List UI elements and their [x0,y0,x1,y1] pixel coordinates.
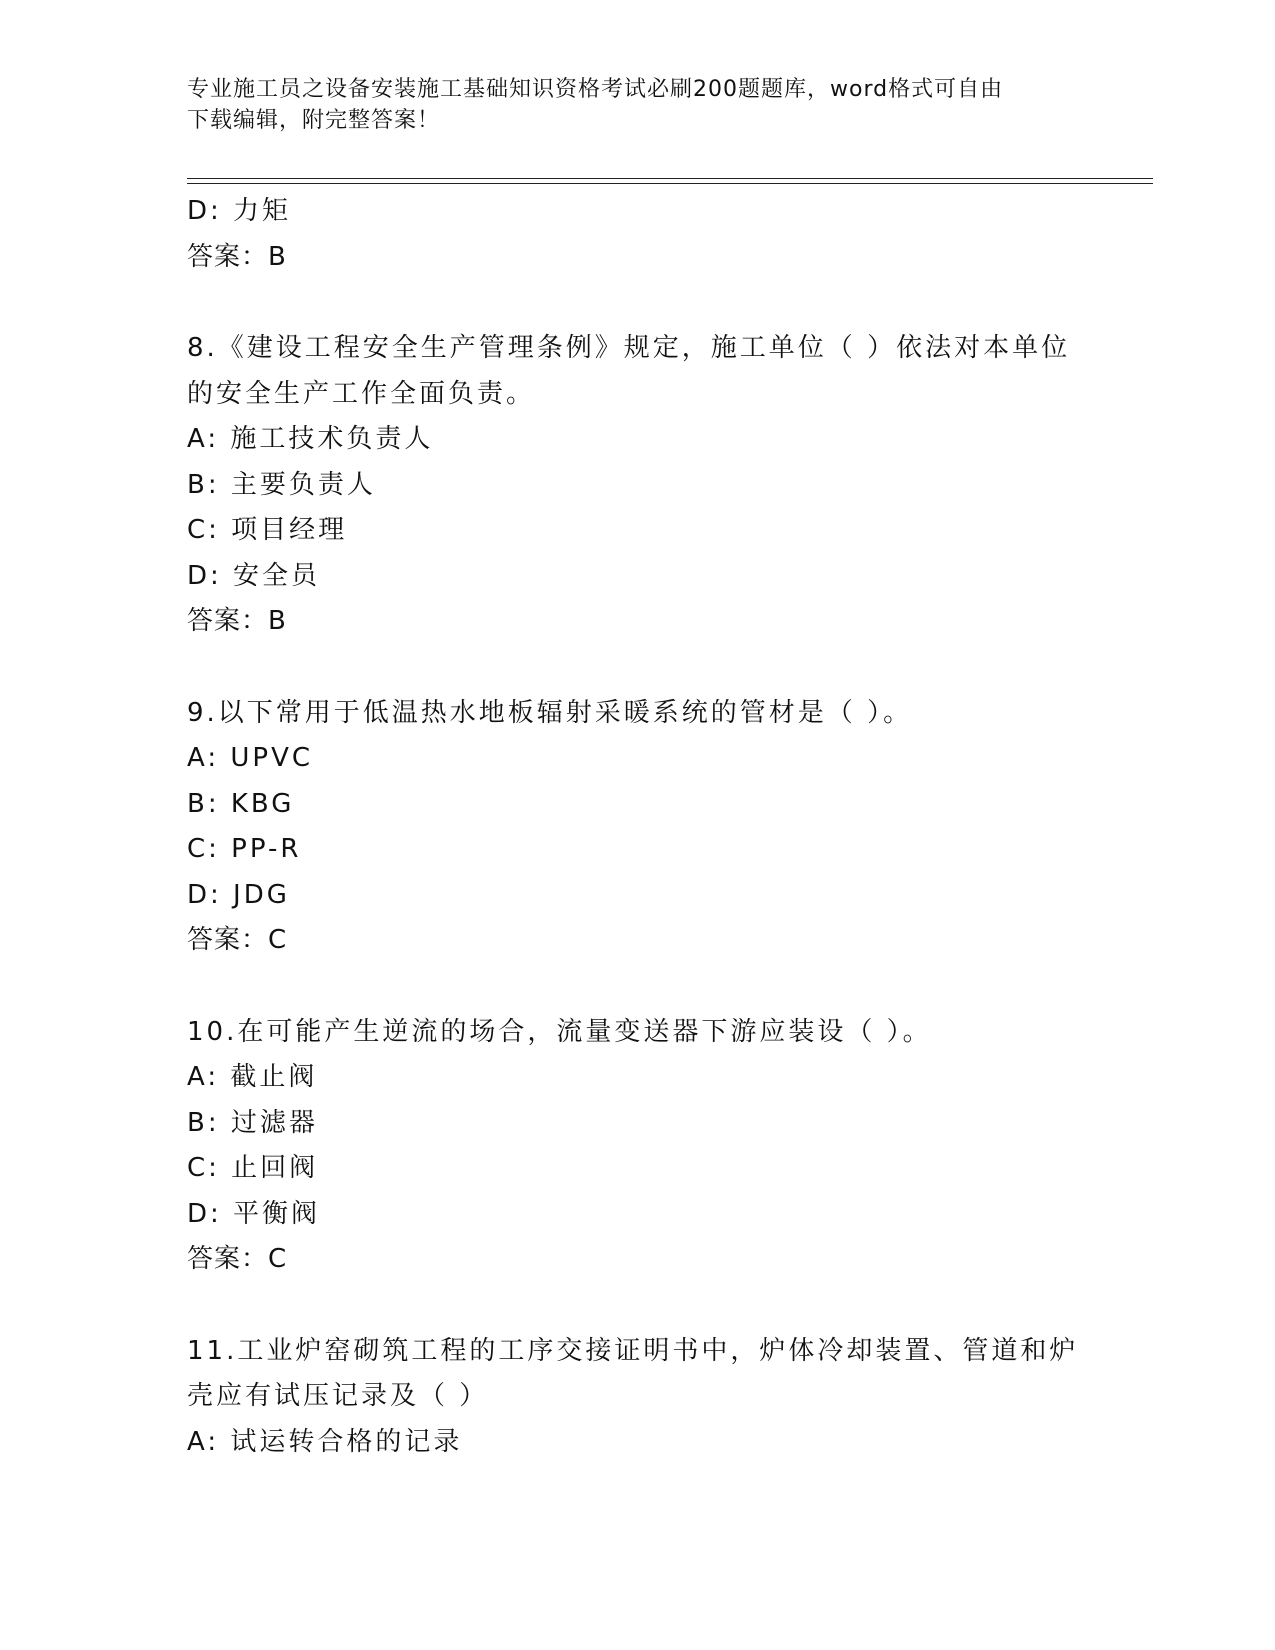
option-c: C: 项目经理 [187,515,348,545]
option-d: D: 力矩 [187,196,292,226]
answer-line: 答案：C [187,1244,288,1274]
question-list [187,189,1087,1465]
header-divider-bottom [187,183,1153,184]
option-b: B: 主要负责人 [187,469,376,500]
spacer [187,964,1087,1010]
answer-line: 答案：C [187,925,288,955]
spacer [187,645,1087,691]
header-divider-top [187,178,1153,179]
option-a: A: 试运转合格的记录 [187,1426,463,1457]
question-stem-line: 11.工业炉窑砌筑工程的工序交接证明书中，炉体冷却装置、管道和炉 [187,1335,1079,1366]
question-9 [187,691,1087,964]
header-title-line-2: 下载编辑，附完整答案！ [187,108,441,133]
option-d: D: JDG [187,879,290,910]
option-c: C: 止回阀 [187,1153,319,1183]
option-a: A: UPVC [187,743,314,773]
question-7-tail [187,189,1087,280]
question-stem-line: 的安全生产工作全面负责。 [187,378,536,409]
answer-line: 答案：B [187,606,287,636]
question-8 [187,326,1087,645]
document-header [187,74,1067,136]
question-stem-line: 9.以下常用于低温热水地板辐射采暖系统的管材是（ ）。 [187,697,913,728]
option-b: B: 过滤器 [187,1107,318,1138]
option-a: A: 截止阀 [187,1062,318,1092]
option-b: B: KBG [187,788,295,819]
spacer [187,1283,1087,1329]
answer-line: 答案：B [187,241,287,272]
option-c: C: PP-R [187,834,302,864]
spacer [187,280,1087,326]
question-10 [187,1010,1087,1283]
option-a: A: 施工技术负责人 [187,424,434,454]
option-d: D: 平衡阀 [187,1198,321,1229]
question-stem-line: 8.《建设工程安全生产管理条例》规定，施工单位（ ）依法对本单位 [187,333,1071,363]
question-stem-line: 壳应有试压记录及（ ） [187,1381,489,1411]
header-title-line-1: 专业施工员之设备安装施工基础知识资格考试必刷200题题库，word格式可自由 [187,77,1004,102]
question-stem-line: 10.在可能产生逆流的场合，流量变送器下游应装设（ ）。 [187,1016,932,1047]
option-d: D: 安全员 [187,560,321,591]
question-11 [187,1329,1087,1466]
